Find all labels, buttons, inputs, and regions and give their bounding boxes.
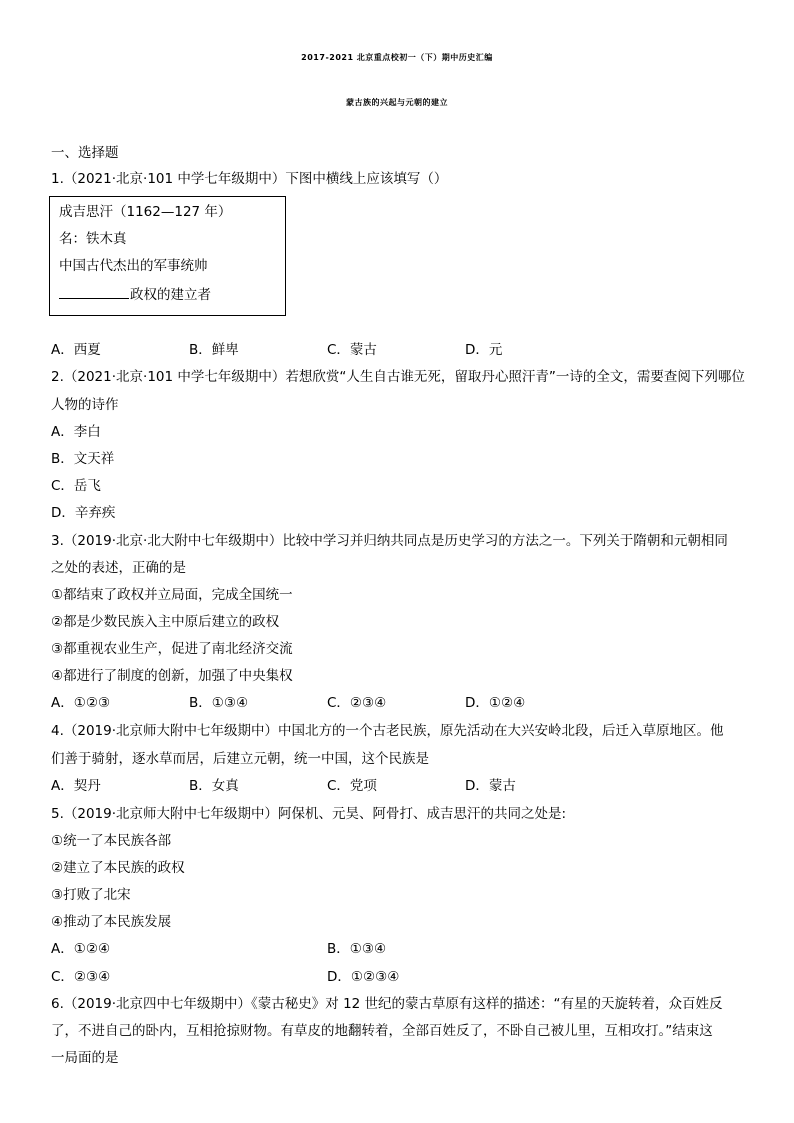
- option-d: D．辛弃疾: [51, 505, 116, 521]
- option-c: C．②③④: [327, 695, 387, 711]
- option-d: D．元: [465, 342, 503, 358]
- info-box-blank-line: [59, 284, 211, 304]
- statement-item: ①都结束了政权并立局面，完成全国统一: [51, 587, 293, 603]
- question-5-stem: 5.（2019·北京师大附中七年级期中）阿保机、元昊、阿骨打、成吉思汗的共同之处是:: [51, 806, 567, 822]
- statement-item: ②都是少数民族入主中原后建立的政权: [51, 614, 280, 630]
- option-a: A．西夏: [51, 342, 101, 358]
- info-box-line: 中国古代杰出的军事统帅: [59, 258, 208, 274]
- question-6-stem-cont: 了，不进自己的卧内，互相抢掠财物。有草皮的地翻转着，全部百姓反了，不卧自己被儿里，互相攻打。”结束这: [51, 1023, 713, 1039]
- fill-blank: [59, 284, 129, 299]
- statement-item: ③打败了北宋: [51, 887, 131, 903]
- page-subtitle: 蒙古族的兴起与元朝的建立: [346, 98, 448, 107]
- option-d: D．蒙古: [465, 778, 516, 794]
- question-3-stem-cont: 之处的表述，正确的是: [51, 560, 186, 576]
- question-1-info-box: [49, 196, 286, 316]
- question-2-stem-cont: 人物的诗作: [51, 397, 119, 413]
- option-b: B．文天祥: [51, 451, 115, 467]
- section-label: 一、选择题: [51, 145, 119, 161]
- option-b: B．女真: [189, 778, 239, 794]
- question-6-stem-cont: 一局面的是: [51, 1050, 119, 1066]
- option-a: A．①②④: [51, 941, 111, 957]
- statement-item: ④推动了本民族发展: [51, 914, 172, 930]
- info-box-blank-suffix: 政权的建立者: [130, 287, 211, 303]
- option-b: B．鲜卑: [189, 342, 239, 358]
- statement-item: ①统一了本民族各部: [51, 833, 172, 849]
- option-b: B．①③④: [327, 941, 387, 957]
- question-1-stem: 1.（2021·北京·101 中学七年级期中）下图中横线上应该填写（）: [51, 171, 448, 187]
- option-c: C．岳飞: [51, 478, 101, 494]
- info-box-line: 名：铁木真: [59, 231, 127, 247]
- statement-item: ②建立了本民族的政权: [51, 860, 185, 876]
- question-6-stem: 6.（2019·北京四中七年级期中）《蒙古秘史》对 12 世纪的蒙古草原有这样的描述：“有星的天旋转着，众百姓反: [51, 996, 723, 1012]
- question-3-stem: 3.（2019·北京·北大附中七年级期中）比较中学习并归纳共同点是历史学习的方法之一。下列关于隋朝和元朝相同: [51, 533, 728, 549]
- option-b: B．①③④: [189, 695, 249, 711]
- option-c: C．党项: [327, 778, 377, 794]
- option-a: A．李白: [51, 424, 101, 440]
- statement-item: ③都重视农业生产，促进了南北经济交流: [51, 641, 293, 657]
- question-4-stem: 4.（2019·北京师大附中七年级期中）中国北方的一个古老民族，原先活动在大兴安岭北段，后迁入草原地区。他: [51, 723, 724, 739]
- page-title: 2017-2021 北京重点校初一（下）期中历史汇编: [301, 53, 493, 62]
- statement-item: ④都进行了制度的创新，加强了中央集权: [51, 668, 293, 684]
- option-d: D．①②④: [465, 695, 526, 711]
- info-box-line: 成吉思汗（1162—127 年）: [59, 204, 232, 220]
- option-a: A．①②③: [51, 695, 111, 711]
- question-4-stem-cont: 们善于骑射，逐水草而居，后建立元朝，统一中国，这个民族是: [51, 751, 429, 767]
- option-c: C．②③④: [51, 969, 111, 985]
- option-c: C．蒙古: [327, 342, 377, 358]
- question-2-stem: 2.（2021·北京·101 中学七年级期中）若想欣赏“人生自古谁无死，留取丹心照汗青”一诗的全文，需要查阅下列哪位: [51, 369, 745, 385]
- option-a: A．契丹: [51, 778, 101, 794]
- option-d: D．①②③④: [327, 969, 400, 985]
